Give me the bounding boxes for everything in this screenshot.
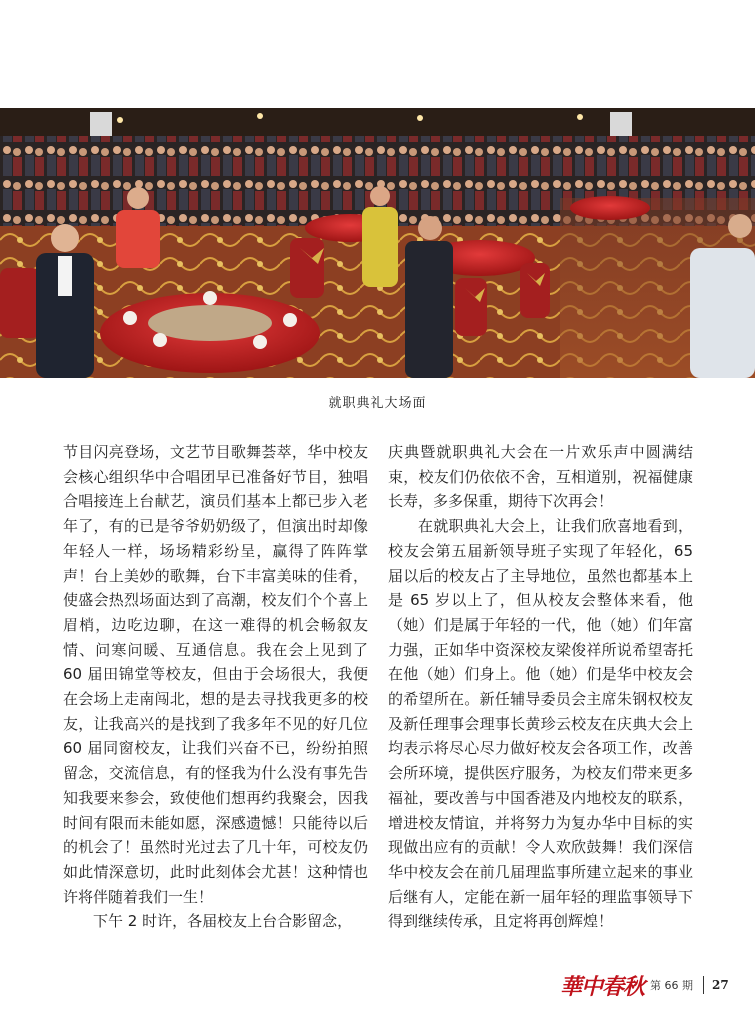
left-paragraph-2: 下午 2 时许，各届校友上台合影留念， bbox=[93, 912, 353, 931]
photo-caption: 就职典礼大场面 bbox=[328, 396, 427, 411]
footer-divider bbox=[703, 976, 704, 994]
issue-label: 第 66 期 bbox=[650, 979, 694, 992]
left-paragraph-1: 节目闪亮登场，文艺节目歌舞荟萃，华中校友会核心组织华中合唱团早已准备好节目，独唱合唱接连上台献艺，演员们基本上都已步入老年了，有的已是爷爷奶奶级了，但演出时却像年轻人一样，场场精彩纷呈，赢得了阵阵掌声！台上美妙的歌舞，台下丰富美味的佳肴，使盛会热烈场面达到了高潮，校友们个个喜上眉梢，边吃边聊，在这一难得的机会畅叙友情、问寒问暖、互通信息。我在会上见到了 60 届田锦堂等校友，但由于会场很大，我便在会场上走南闯北，想的是去寻找我更多的校友，让我高兴的是找到了我多年不见的好几位 60 届同窗校友，让我们兴奋不已，纷纷拍照留念，交流信息，有的怪我为什么没有事先告知我要来参会，致使他们想再约我聚会，因我时间有限而未能如愿，深感遗憾！只能待以后的机会了！虽然时光过去了几十年，可校友仍如此情深意切，此时此刻体会尤甚！这种情也许将伴随着我们一生！ bbox=[63, 443, 368, 906]
page-footer bbox=[560, 966, 740, 1004]
banquet-hall-photo bbox=[0, 108, 755, 378]
magazine-logo: 華中春秋 bbox=[560, 973, 645, 1000]
right-paragraph-1: 庆典暨就职典礼大会在一片欢乐声中圆满结束，校友们仍依依不舍，互相道别，祝福健康长寿，多多保重，期待下次再会！ bbox=[388, 443, 693, 511]
page-number: 27 bbox=[712, 978, 729, 992]
right-column bbox=[388, 440, 693, 934]
right-paragraph-2: 在就职典礼大会上，让我们欣喜地看到，校友会第五届新领导班子实现了年轻化，65 届以后的校友占了主导地位，虽然也都基本上是 65 岁以上了，但从校友会整体来看，他（她）们是属于年轻的一代，他（她）们年富力强，正如华中资深校友梁俊祥所说希望寄托在他（她）们身上。他（她）们是华中校友会的希望所在。新任辅导委员会主席朱钢权校友及新任理事会理事长黄珍云校友在庆典大会上均表示将尽心尽力做好校友会各项工作，改善会所环境，提供医疗服务，为校友们带来更多福祉，要改善与中国香港及内地校友的联系，增进校友情谊，并将努力为复办华中目标的实现做出应有的贡献！令人欢欣鼓舞！我们深信华中校友会在前几届理监事所建立起来的事业后继有人，定能在新一届年轻的理监事领导下得到继续传承，且定将再创辉煌！ bbox=[388, 517, 693, 931]
left-column bbox=[63, 440, 368, 934]
